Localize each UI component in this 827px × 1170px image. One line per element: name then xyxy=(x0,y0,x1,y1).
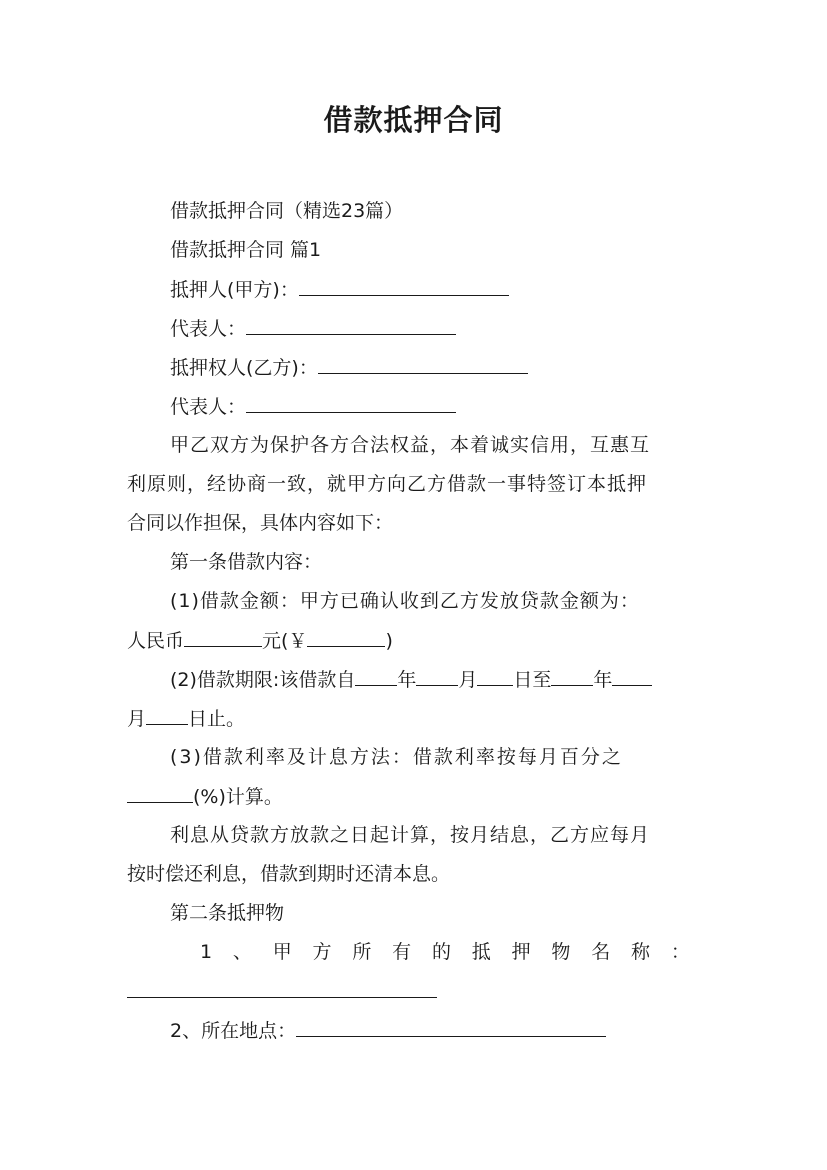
yuan-label: 元(￥ xyxy=(262,630,308,652)
mortgagee-blank xyxy=(318,355,528,374)
location-label: 2、所在地点： xyxy=(170,1020,297,1042)
representative-line-b xyxy=(170,394,702,419)
collateral-name-blank-line xyxy=(127,979,702,1004)
day-end-label: 日止。 xyxy=(188,708,246,730)
loan-term-end-line xyxy=(127,706,702,731)
interest-rate-blank xyxy=(127,784,193,803)
year-label: 年 xyxy=(593,669,613,691)
collateral-name-char: 、 xyxy=(232,941,252,963)
end-year-blank xyxy=(551,667,593,686)
collateral-name-line xyxy=(200,940,690,964)
collateral-name-char: 有 xyxy=(392,941,412,963)
start-month-blank xyxy=(416,667,458,686)
collateral-name-char: ： xyxy=(670,941,690,963)
location-blank xyxy=(296,1018,606,1037)
location-line xyxy=(170,1018,702,1043)
interest-rate-line: (3)借款利率及计息方法：借款利率按每月百分之 xyxy=(170,746,623,768)
collateral-name-char: 物 xyxy=(551,941,571,963)
end-day-blank xyxy=(146,706,188,725)
loan-amount-blanks-line xyxy=(127,628,702,653)
paragraph-line: 甲乙双方为保护各方合法权益，本着诚实信用，互惠互 xyxy=(170,434,651,456)
mortgagor-blank xyxy=(299,277,509,296)
article-heading: 第一条借款内容： xyxy=(170,551,323,573)
representative-blank-a xyxy=(246,316,456,335)
collateral-name-char: 甲 xyxy=(272,941,292,963)
mortgagee-line xyxy=(170,355,702,380)
interest-rate-blank-line xyxy=(127,784,702,809)
paragraph-line: 利息从贷款方放款之日起计算，按月结息，乙方应每月 xyxy=(170,824,651,846)
collateral-name-char: 押 xyxy=(511,941,531,963)
collateral-name-blank xyxy=(127,979,437,998)
year-label: 年 xyxy=(397,669,417,691)
mortgagor-label: 抵押人(甲方)： xyxy=(170,279,299,301)
month-label: 月 xyxy=(127,708,147,730)
close-paren: ) xyxy=(385,630,393,652)
section-heading: 借款抵押合同 篇1 xyxy=(170,239,322,261)
mortgagor-line xyxy=(170,277,702,302)
collateral-name-char: 名 xyxy=(591,941,611,963)
collateral-name-char: 所 xyxy=(352,941,372,963)
paragraph-line: 按时偿还利息，借款到期时还清本息。 xyxy=(127,863,451,885)
end-month-blank xyxy=(612,667,652,686)
representative-blank-b xyxy=(246,394,456,413)
start-year-blank xyxy=(355,667,397,686)
mortgagee-label: 抵押权人(乙方)： xyxy=(170,357,318,379)
start-day-blank xyxy=(477,667,513,686)
representative-label-b: 代表人： xyxy=(170,396,247,418)
loan-term-label: (2)借款期限:该借款自 xyxy=(170,669,356,691)
collateral-name-char: 抵 xyxy=(471,941,491,963)
month-label: 月 xyxy=(458,669,478,691)
subtitle-line: 借款抵押合同（精选23篇） xyxy=(170,200,404,222)
collateral-name-char: 方 xyxy=(312,941,332,963)
rmb-label: 人民币 xyxy=(127,630,185,652)
loan-term-line xyxy=(170,667,702,692)
amount-blank xyxy=(184,628,262,647)
day-to-label: 日至 xyxy=(513,669,552,691)
paragraph-line: 利原则，经协商一致，就甲方向乙方借款一事特签订本抵押 xyxy=(127,473,648,495)
representative-label-a: 代表人： xyxy=(170,318,247,340)
percent-label: (%)计算。 xyxy=(193,786,283,808)
collateral-name-char: 的 xyxy=(431,941,451,963)
document-title: 借款抵押合同 xyxy=(323,103,504,137)
article-heading: 第二条抵押物 xyxy=(170,902,285,924)
representative-line-a xyxy=(170,316,702,341)
loan-amount-line: (1)借款金额：甲方已确认收到乙方发放贷款金额为： xyxy=(170,590,640,612)
collateral-name-char: 1 xyxy=(200,941,213,963)
collateral-name-char: 称 xyxy=(631,941,651,963)
amount-figure-blank xyxy=(307,628,385,647)
paragraph-line: 合同以作担保，具体内容如下： xyxy=(127,512,394,534)
